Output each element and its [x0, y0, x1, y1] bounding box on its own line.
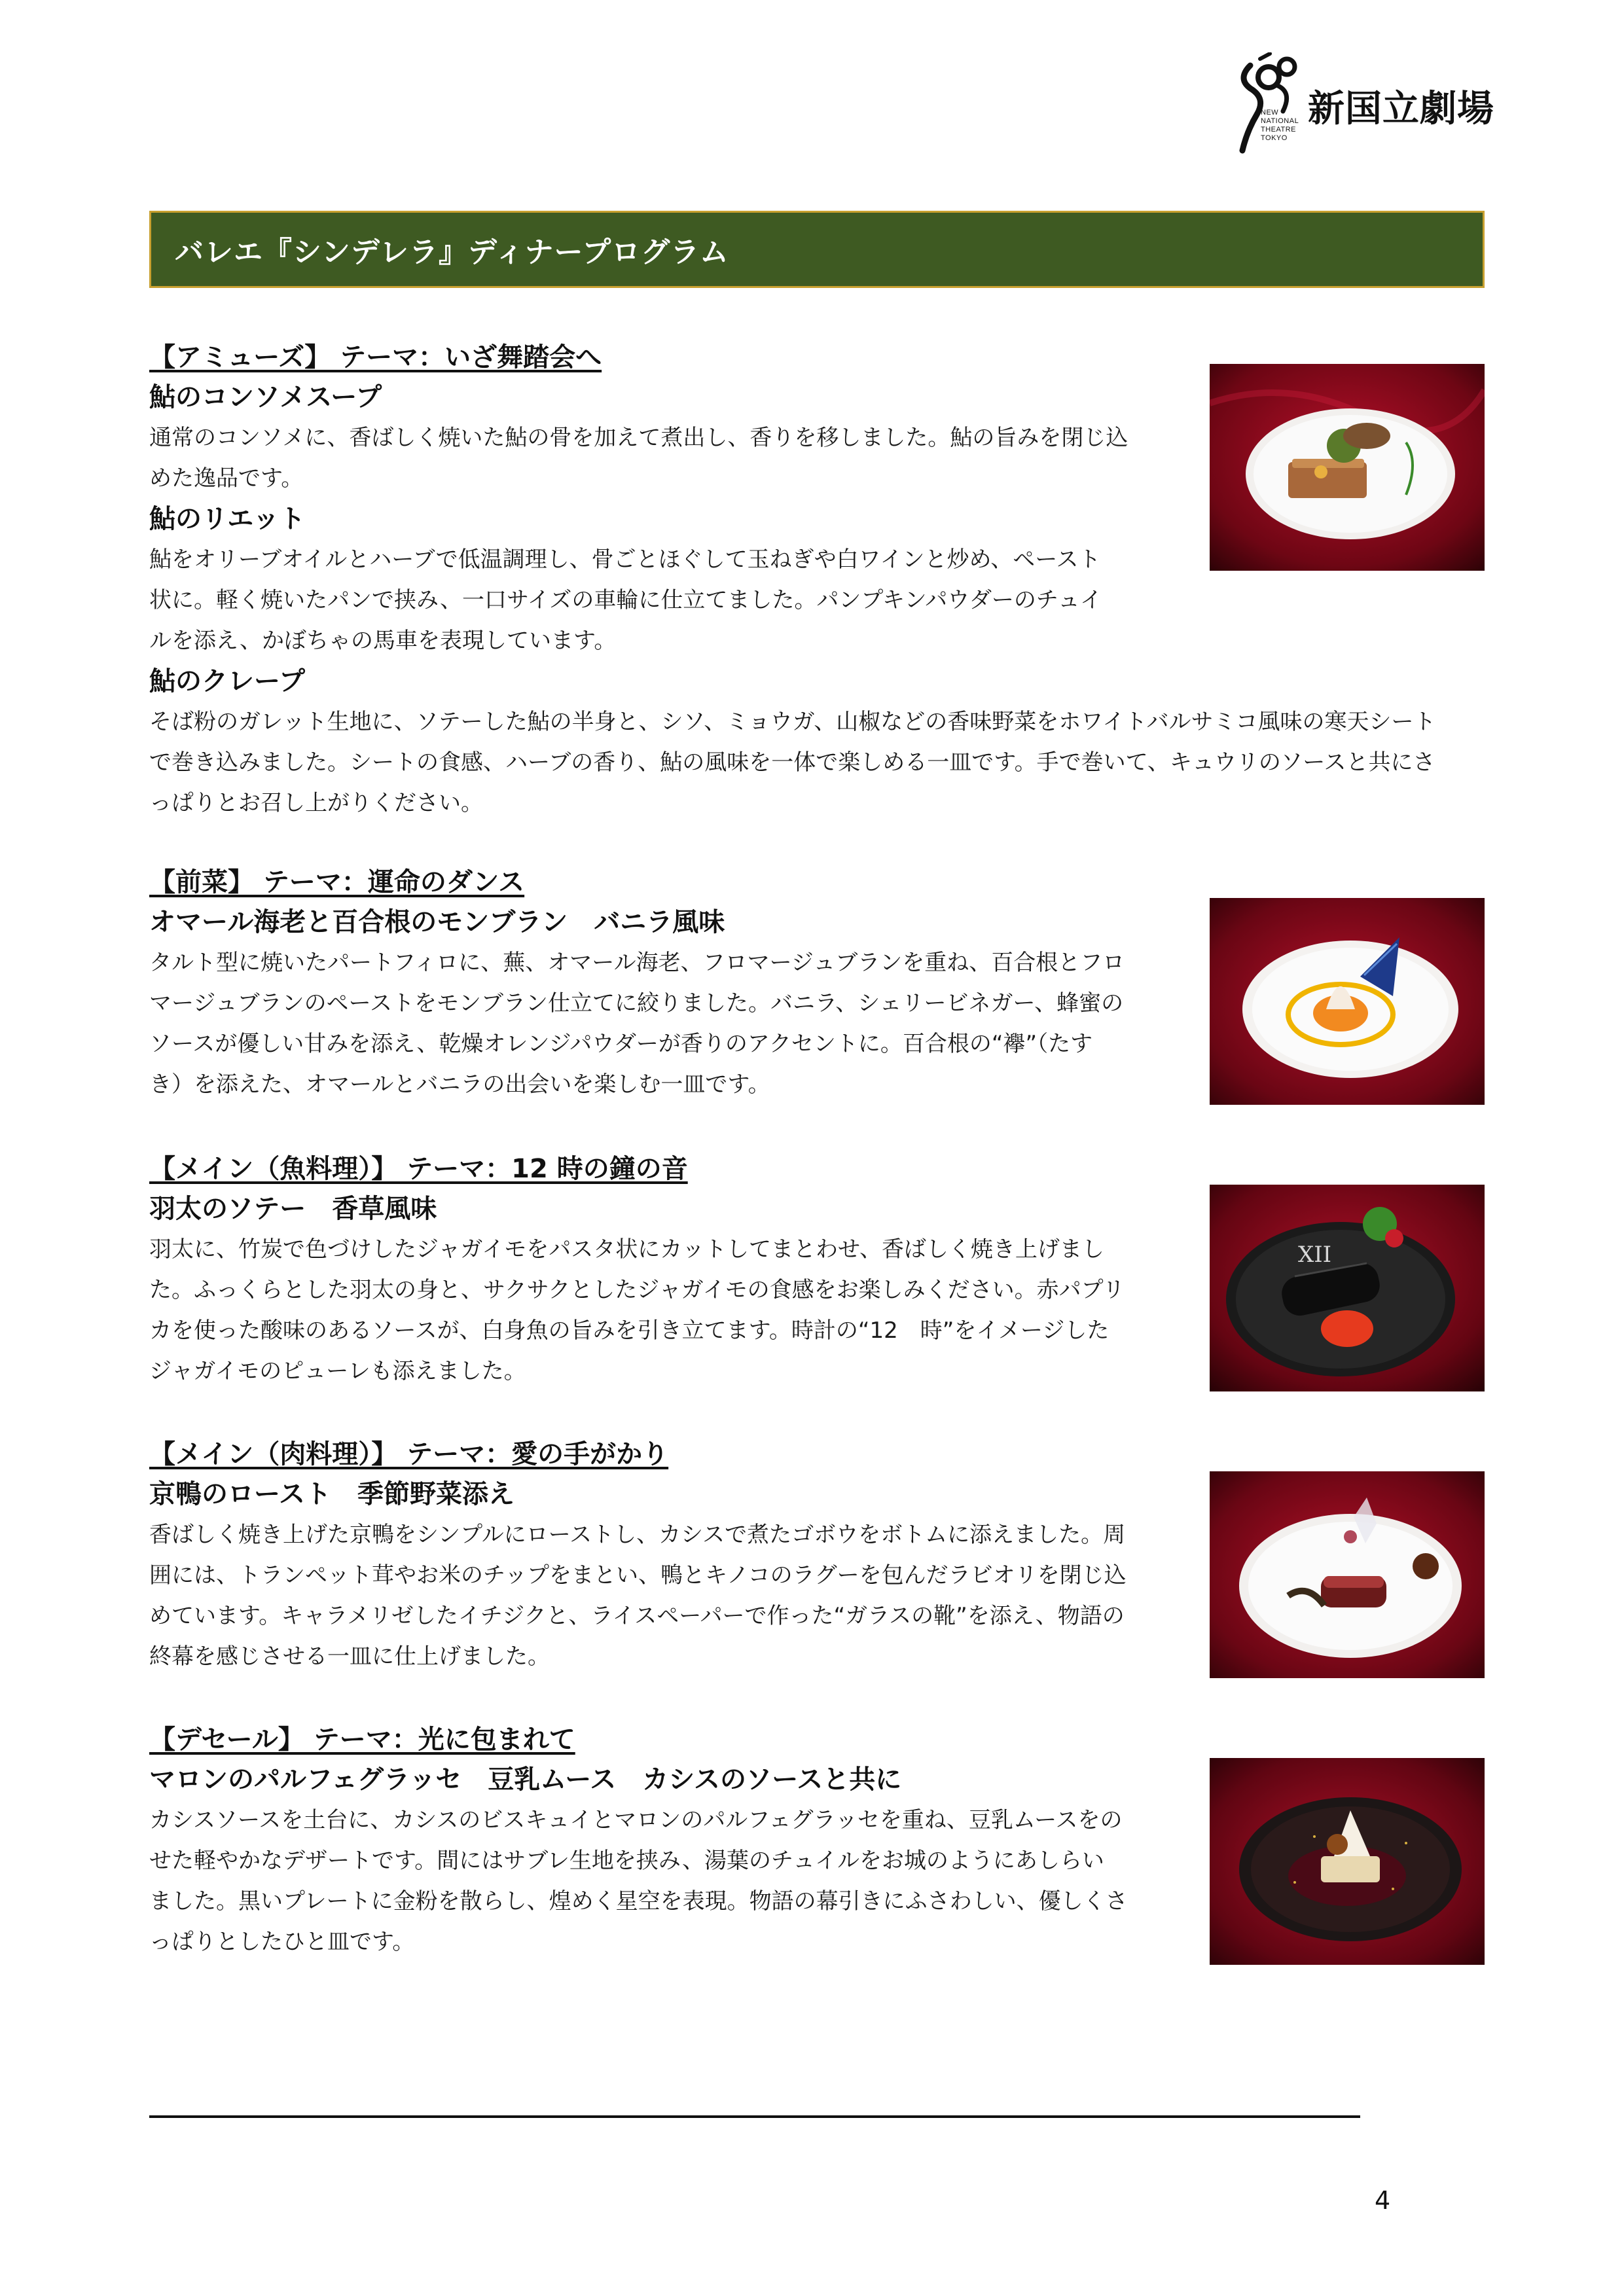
- theatre-logo: [1231, 52, 1492, 177]
- page-title: バレエ『シンデレラ』ディナープログラム: [175, 236, 729, 269]
- section-heading: 【デセール】 テーマ：光に包まれて: [149, 1725, 575, 1755]
- dish-photo-appetizer: [1210, 898, 1485, 1105]
- logo-name-en: NEW NATIONAL THEATRE TOKYO: [1261, 109, 1299, 142]
- dish-description: そば粉のガレット生地に、ソテーした鮎の半身と、シソ、ミョウガ、山椒などの香味野菜をホワイトバルサミコ風味の寒天シート で巻き込みました。シートの食感、ハーブの香り、鮎の風味を一体で楽しめる一皿です。手で巻いて、キュウリのソースと共にさ っぱりとお召し上がりください。: [149, 709, 1436, 816]
- dish-description: タルト型に焼いたパートフィロに、蕪、オマール海老、フロマージュブランを重ね、百合根とフロ マージュブランのペーストをモンブラン仕立てに絞りました。バニラ、シェリービネガー、蜂蜜の ソースが優しい甘みを添え、乾燥オレンジパウダーが香りのアクセントに。百合根の“襷”（たす き）を添えた、オマールとバニラの出会いを楽しむ一皿です。: [149, 950, 1125, 1098]
- logo-name-jp: 新国立劇場: [1308, 87, 1494, 130]
- dish-name: 鮎のリエット: [149, 504, 306, 534]
- section-heading: 【アミューズ】 テーマ：いざ舞踏会へ: [149, 342, 602, 372]
- dish-description: 香ばしく焼き上げた京鴨をシンプルにローストし、カシスで煮たゴボウをボトムに添えました。周 囲には、トランペット茸やお米のチップをまとい、鴨とキノコのラグーを包んだラビオリを閉じ込 めています。キャラメリゼしたイチジクと、ライスペーパーで作った“ガラスの靴”を添え、物語の 終幕を感じさせる一皿に仕上げました。: [149, 1522, 1127, 1670]
- dish-name: 鮎のコンソメスープ: [149, 382, 382, 412]
- dish-photo-meat: [1210, 1471, 1485, 1678]
- dish-photo-dessert: [1210, 1758, 1485, 1965]
- dish-description: 通常のコンソメに、香ばしく焼いた鮎の骨を加えて煮出し、香りを移しました。鮎の旨みを閉じ込 めた逸品です。: [149, 425, 1128, 492]
- svg-text:XII: XII: [1298, 1242, 1332, 1268]
- dish-name: 京鴨のロースト 季節野菜添え: [149, 1479, 514, 1509]
- dish-name: マロンのパルフェグラッセ 豆乳ムース カシスのソースと共に: [149, 1765, 902, 1795]
- dish-name: 鮎のクレープ: [149, 666, 305, 696]
- dish-description: カシスソースを土台に、カシスのビスキュイとマロンのパルフェグラッセを重ね、豆乳ムースをの せた軽やかなデザートです。間にはサブレ生地を挟み、湯葉のチュイルをお城のようにあしらい ました。黒いプレートに金粉を散らし、煌めく星空を表現。物語の幕引きにふさわしい、優しくさ っぱりとしたひと皿です。: [149, 1807, 1128, 1955]
- title-bar: [149, 211, 1485, 288]
- dish-name: オマール海老と百合根のモンブラン バニラ風味: [149, 907, 725, 937]
- section-heading: 【メイン（肉料理）】 テーマ：愛の手がかり: [149, 1439, 669, 1469]
- section-heading: 【前菜】 テーマ：運命のダンス: [149, 867, 525, 897]
- dish-description: 羽太に、竹炭で色づけしたジャガイモをパスタ状にカットしてまとわせ、香ばしく焼き上げまし た。ふっくらとした羽太の身と、サクサクとしたジャガイモの食感をお楽しみください。赤パプリ カを使った酸味のあるソースが、白身魚の旨みを引き立てます。時計の“12 時”をイメージした ジャガイモのピューレも添えました。: [149, 1236, 1125, 1384]
- page-number: 4: [1375, 2186, 1391, 2215]
- dish-photo-fish: [1210, 1185, 1485, 1391]
- dish-photo-amuse: [1210, 364, 1485, 571]
- dish-name: 羽太のソテー 香草風味: [149, 1194, 437, 1224]
- dish-description: 鮎をオリーブオイルとハーブで低温調理し、骨ごとほぐして玉ねぎや白ワインと炒め、ペースト 状に。軽く焼いたパンで挟み、一口サイズの車輪に仕立てました。パンプキンパウダーのチュイ ルを添え、かぼちゃの馬車を表現しています。: [149, 547, 1102, 654]
- section-heading: 【メイン（魚料理）】 テーマ：12 時の鐘の音: [149, 1154, 688, 1184]
- footer-rule: [149, 2115, 1360, 2118]
